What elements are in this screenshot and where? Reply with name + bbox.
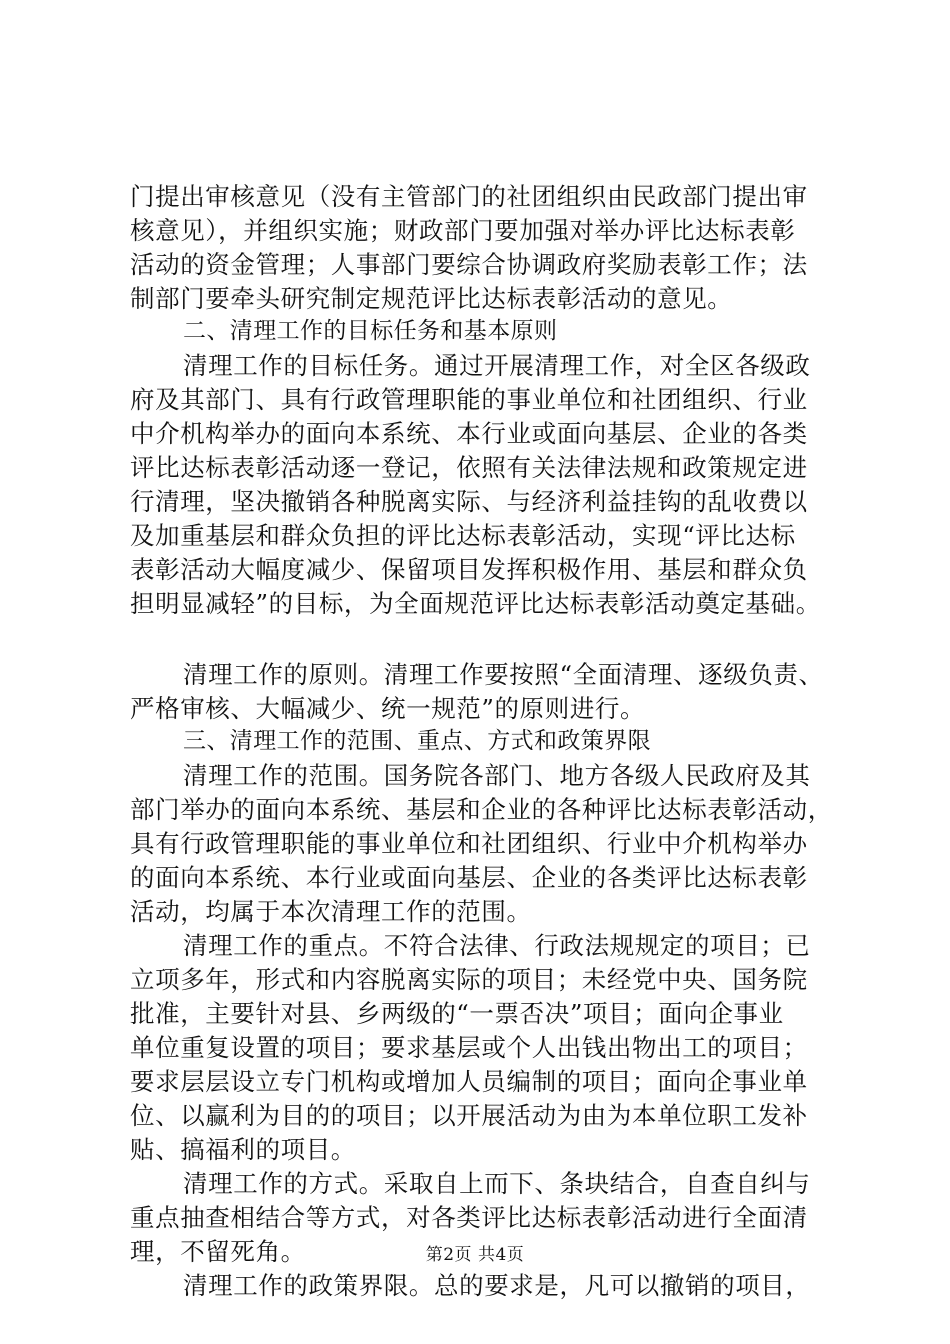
text-line: 制部门要牵头研究制定规范评比达标表彰活动的意见。 <box>130 284 733 313</box>
text-line: 清理工作的重点。不符合法律、行政法规规定的项目；已 <box>183 931 811 960</box>
text-line: 担明显减轻”的目标，为全面规范评比达标表彰活动奠定基础。 <box>130 589 821 618</box>
text-line: 清理工作的范围。国务院各部门、地方各级人民政府及其 <box>183 761 811 790</box>
text-line: 清理工作的政策界限。总的要求是，凡可以撤销的项目， <box>183 1271 811 1300</box>
text-line: 具有行政管理职能的事业单位和社团组织、行业中介机构举办 <box>130 829 808 858</box>
text-line: 单位重复设置的项目；要求基层或个人出钱出物出工的项目； <box>130 1033 808 1062</box>
text-line: 批准，主要针对县、乡两级的“一票否决”项目；面向企事业 <box>130 999 784 1028</box>
text-line: 表彰活动大幅度减少、保留项目发挥积极作用、基层和群众负 <box>130 555 808 584</box>
text-line: 活动，均属于本次清理工作的范围。 <box>130 897 532 926</box>
text-line: 理，不留死角。 <box>130 1237 306 1266</box>
text-line: 核意见），并组织实施；财政部门要加强对举办评比达标表彰 <box>130 216 796 245</box>
text-line: 的面向本系统、本行业或面向基层、企业的各类评比达标表彰 <box>130 863 808 892</box>
text-line: 行清理，坚决撤销各种脱离实际、与经济利益挂钩的乱收费以 <box>130 487 808 516</box>
text-line: 中介机构举办的面向本系统、本行业或面向基层、企业的各类 <box>130 419 808 448</box>
text-line: 重点抽查相结合等方式，对各类评比达标表彰活动进行全面清 <box>130 1203 808 1232</box>
text-line: 清理工作的原则。清理工作要按照“全面清理、逐级负责、 <box>183 660 824 689</box>
text-line: 门提出审核意见（没有主管部门的社团组织由民政部门提出审 <box>130 182 808 211</box>
text-line: 及加重基层和群众负担的评比达标表彰活动，实现“评比达标 <box>130 521 796 550</box>
page-number-footer: 第2页 共4页 <box>425 1245 525 1265</box>
text-line: 要求层层设立专门机构或增加人员编制的项目；面向企事业单 <box>130 1067 808 1096</box>
text-line: 贴、搞福利的项目。 <box>130 1135 356 1164</box>
text-line: 立项多年，形式和内容脱离实际的项目；未经党中央、国务院 <box>130 965 808 994</box>
text-line: 清理工作的目标任务。通过开展清理工作，对全区各级政 <box>183 351 811 380</box>
section-heading: 二、清理工作的目标任务和基本原则 <box>183 318 558 344</box>
text-line: 部门举办的面向本系统、基层和企业的各种评比达标表彰活动， <box>130 795 833 824</box>
text-line: 严格审核、大幅减少、统一规范”的原则进行。 <box>130 694 646 723</box>
text-line: 评比达标表彰活动逐一登记，依照有关法律法规和政策规定进 <box>130 453 808 482</box>
text-line: 府及其部门、具有行政管理职能的事业单位和社团组织、行业 <box>130 385 808 414</box>
text-line: 清理工作的方式。采取自上而下、条块结合，自查自纠与 <box>183 1169 811 1198</box>
text-line: 位、以赢利为目的的项目；以开展活动为由为本单位职工发补 <box>130 1101 808 1130</box>
text-line: 活动的资金管理；人事部门要综合协调政府奖励表彰工作；法 <box>130 250 808 279</box>
section-heading: 三、清理工作的范围、重点、方式和政策界限 <box>183 728 651 754</box>
